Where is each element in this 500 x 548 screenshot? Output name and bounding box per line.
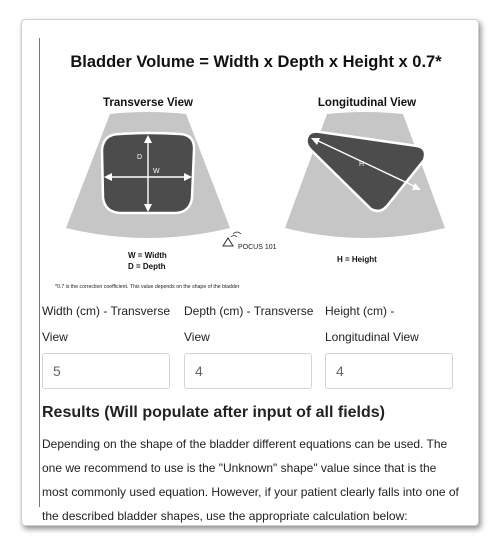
- width-legend: W = Width: [128, 251, 167, 260]
- results-description: Depending on the shape of the bladder different equations can be used. The one we recommend to use is the "Unknown" shape" value since that is the most commonly used equation. However, if your patient clearly falls into one of the described bladder shapes, use the appropriate calculation below:: [42, 437, 459, 523]
- depth-field-label: Depth (cm) - Transverse View: [184, 304, 314, 344]
- width-field: [42, 298, 172, 350]
- height-input[interactable]: [325, 353, 453, 389]
- pocus-logo-icon: [223, 238, 233, 246]
- pocus-logo: [223, 232, 277, 251]
- width-input[interactable]: [42, 353, 170, 389]
- depth-legend: D = Depth: [128, 262, 166, 271]
- footnote: *0.7 is the correction coefficient. This value depends on the shape of the bladder: [55, 284, 240, 290]
- height-field-label: Height (cm) - Longitudinal View: [325, 304, 419, 344]
- bladder-diagram: [40, 38, 470, 296]
- pocus-logo-text: POCUS 101: [238, 244, 277, 251]
- longitudinal-view-title: Longitudinal View: [317, 97, 417, 109]
- width-label: W: [153, 168, 160, 175]
- depth-label: D: [137, 154, 143, 161]
- results-title: Results (Will populate after input of all fields): [42, 404, 385, 421]
- calculator-card: [21, 19, 479, 526]
- height-field: [325, 298, 455, 350]
- height-legend: H = Height: [337, 255, 377, 264]
- width-field-label: Width (cm) - Transverse View: [42, 304, 171, 344]
- depth-field: [184, 298, 314, 350]
- card-content: [39, 38, 466, 523]
- formula-title: Bladder Volume = Width x Depth x Height x 0.7*: [70, 53, 442, 71]
- transverse-view-title: Transverse View: [103, 97, 193, 109]
- height-label: H: [359, 161, 365, 168]
- depth-input[interactable]: [184, 353, 312, 389]
